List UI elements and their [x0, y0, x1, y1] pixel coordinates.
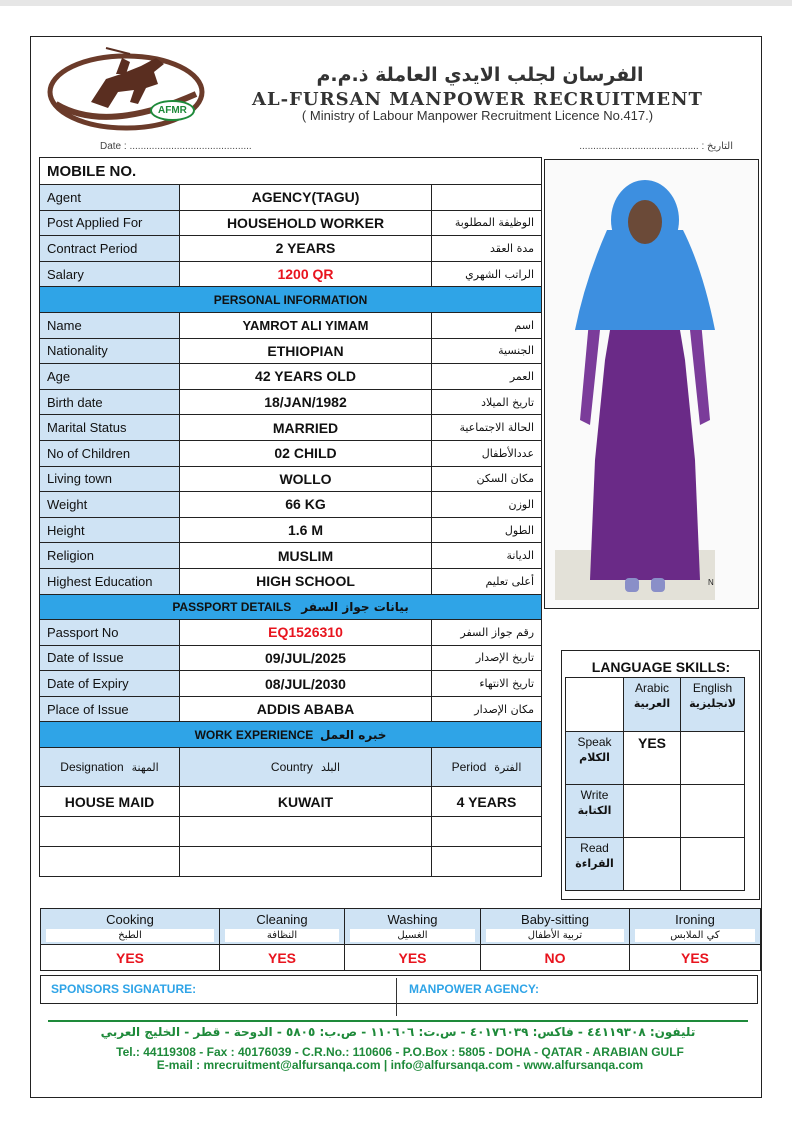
- licence-line: ( Ministry of Labour Manpower Recruitment Licence No.417.): [301, 108, 654, 123]
- afmr-badge: AFMR: [150, 100, 195, 121]
- company-title-arabic: الفرسان لجلب الايدي العاملة ذ.م.م: [316, 64, 644, 86]
- skill-label-arabic: الطبخ: [46, 929, 214, 942]
- skill-label: Cleaning: [256, 912, 308, 927]
- speak-arabic-value: YES: [624, 732, 681, 785]
- field-label-arabic: مكان الإصدار: [432, 696, 542, 722]
- table-row: [40, 440, 542, 466]
- field-label-arabic: [432, 185, 542, 211]
- field-label: Birth date: [40, 389, 180, 415]
- row-label: Read: [580, 841, 609, 855]
- table-row: [40, 312, 542, 338]
- table-row: [40, 492, 542, 518]
- skill-label: Baby-sitting: [521, 912, 589, 927]
- top-bar: [0, 0, 792, 6]
- field-label: Age: [40, 364, 180, 390]
- footer-contact-arabic: تليفون: ٤٤١١٩٣٠٨ - فاكس: ٤٠١٧٦٠٣٩ - س.ت: ١١٠٦٠٦ - ص.ب: ٥٨٠٥ - الدوحة - قطر - الخليج العربي: [100, 1025, 696, 1039]
- header-label: English: [692, 681, 733, 695]
- field-value: ADDIS ABABA: [180, 696, 432, 722]
- empty-cell: [40, 847, 180, 877]
- skill-value: YES: [220, 945, 345, 971]
- table-row: [40, 620, 542, 646]
- agency-signature-label: MANPOWER AGENCY:: [409, 982, 539, 996]
- field-label: Living town: [40, 466, 180, 492]
- field-value: 18/JAN/1982: [180, 389, 432, 415]
- field-value: 02 CHILD: [180, 440, 432, 466]
- passport-number-value: EQ1526310: [180, 620, 432, 646]
- header-label-arabic: المهنة: [131, 761, 159, 775]
- field-value: 66 KG: [180, 492, 432, 518]
- section-title-arabic: بيانات جواز السفر: [301, 599, 409, 614]
- field-label-arabic: الراتب الشهري: [432, 261, 542, 287]
- table-row: [40, 568, 542, 594]
- salary-value: 1200 QR: [180, 261, 432, 287]
- row-label: Write: [580, 788, 609, 802]
- sponsor-signature-label: SPONSORS SIGNATURE:: [51, 982, 197, 996]
- field-label: Highest Education: [40, 568, 180, 594]
- table-row: [40, 210, 542, 236]
- field-label-arabic: أعلى تعليم: [432, 568, 542, 594]
- field-label: Religion: [40, 543, 180, 569]
- field-label-arabic: الوزن: [432, 492, 542, 518]
- field-value: ETHIOPIAN: [180, 338, 432, 364]
- field-label-arabic: مكان السكن: [432, 466, 542, 492]
- table-row: [40, 645, 542, 671]
- speak-label: [566, 732, 624, 785]
- period-value: 4 YEARS: [432, 787, 542, 817]
- header-label-arabic: لانجليزية: [689, 697, 736, 710]
- field-label: Passport No: [40, 620, 180, 646]
- table-row: [40, 364, 542, 390]
- date-field: Date : ............................................: [100, 141, 252, 152]
- signature-divider: [396, 978, 397, 1016]
- field-label: Place of Issue: [40, 696, 180, 722]
- empty-cell: [40, 817, 180, 847]
- field-value: MARRIED: [180, 415, 432, 441]
- empty-cell: [180, 817, 432, 847]
- skill-value: YES: [630, 945, 761, 971]
- row-label-arabic: القراءة: [575, 857, 614, 870]
- header-label-arabic: البلد: [320, 761, 341, 775]
- field-label-arabic: العمر: [432, 364, 542, 390]
- skill-label-arabic: كي الملابس: [635, 929, 755, 942]
- horse-rider-logo-icon: [46, 44, 206, 134]
- field-label: Date of Expiry: [40, 671, 180, 697]
- read-arabic-value: [624, 838, 681, 891]
- table-row: [40, 185, 542, 211]
- table-row: [40, 543, 542, 569]
- header-label-arabic: الفترة: [494, 761, 522, 775]
- skill-washing: [345, 909, 481, 945]
- table-row: [40, 236, 542, 262]
- footer-email: E-mail : mrecruitment@alfursanqa.com | info@alfursanqa.com - www.alfursanqa.com: [156, 1058, 644, 1072]
- period-header: [432, 748, 542, 787]
- table-row: [40, 847, 542, 877]
- skill-value: YES: [345, 945, 481, 971]
- field-label: Marital Status: [40, 415, 180, 441]
- field-label: No of Children: [40, 440, 180, 466]
- language-table: [565, 677, 745, 891]
- skill-label-arabic: تربية الأطفال: [486, 929, 624, 942]
- field-value: HIGH SCHOOL: [180, 568, 432, 594]
- field-label-arabic: الديانة: [432, 543, 542, 569]
- field-label-arabic: تاريخ الانتهاء: [432, 671, 542, 697]
- date-field-arabic: التاريخ : ...........................................: [579, 141, 733, 152]
- skill-label-arabic: الغسيل: [350, 929, 475, 942]
- header-label: Arabic: [634, 681, 669, 695]
- field-label: Height: [40, 517, 180, 543]
- skill-label: Cooking: [106, 912, 154, 927]
- section-title-arabic: خبره العمل: [319, 727, 387, 742]
- country-header: [180, 748, 432, 787]
- field-value: 08/JUL/2030: [180, 671, 432, 697]
- field-value: HOUSEHOLD WORKER: [180, 210, 432, 236]
- field-label: Post Applied For: [40, 210, 180, 236]
- field-label-arabic: الطول: [432, 517, 542, 543]
- company-title: AL-FURSAN MANPOWER RECRUITMENT: [252, 89, 703, 110]
- field-label: Name: [40, 312, 180, 338]
- skill-label: Ironing: [675, 912, 715, 927]
- field-value: 1.6 M: [180, 517, 432, 543]
- field-label-arabic: مدة العقد: [432, 236, 542, 262]
- field-value: MUSLIM: [180, 543, 432, 569]
- section-passport: [40, 594, 542, 620]
- field-label: Contract Period: [40, 236, 180, 262]
- read-label: [566, 838, 624, 891]
- table-row: [40, 517, 542, 543]
- work-header-row: [40, 748, 542, 787]
- field-value: 42 YEARS OLD: [180, 364, 432, 390]
- table-row: [40, 261, 542, 287]
- row-label-arabic: الكلام: [579, 751, 610, 764]
- empty-cell: [432, 847, 542, 877]
- footer-contact: Tel.: 44119308 - Fax : 40176039 - C.R.No.: 110606 - P.O.Box : 5805 - DOHA - QATAR - ARABIAN GULF: [116, 1045, 684, 1059]
- country-value: KUWAIT: [180, 787, 432, 817]
- field-value: YAMROT ALI YIMAM: [180, 312, 432, 338]
- field-label-arabic: الوظيفة المطلوبة: [432, 210, 542, 236]
- field-label: Nationality: [40, 338, 180, 364]
- write-arabic-value: [624, 785, 681, 838]
- table-row: [40, 338, 542, 364]
- section-work: [40, 722, 542, 748]
- field-value: AGENCY(TAGU): [180, 185, 432, 211]
- field-label: Date of Issue: [40, 645, 180, 671]
- candidate-table: [39, 157, 542, 877]
- header-label: Period: [451, 760, 487, 775]
- table-row: [40, 817, 542, 847]
- arabic-header: [624, 678, 681, 732]
- table-row: [40, 787, 542, 817]
- section-title: PASSPORT DETAILS: [172, 599, 292, 614]
- read-english-value: [681, 838, 745, 891]
- field-value: 2 YEARS: [180, 236, 432, 262]
- language-skills-title: LANGUAGE SKILLS:: [591, 659, 731, 675]
- english-header: [681, 678, 745, 732]
- skill-baby-sitting: [481, 909, 630, 945]
- field-label-arabic: الحالة الاجتماعية: [432, 415, 542, 441]
- header-label: Country: [270, 760, 313, 775]
- candidate-photo: [544, 159, 759, 609]
- empty-cell: [566, 678, 624, 732]
- field-label-arabic: عددالأطفال: [432, 440, 542, 466]
- skill-cleaning: [220, 909, 345, 945]
- field-label-arabic: تاريخ الإصدار: [432, 645, 542, 671]
- table-row: [40, 415, 542, 441]
- table-row: [40, 671, 542, 697]
- skill-value: YES: [41, 945, 220, 971]
- row-label: Speak: [577, 735, 612, 749]
- header-label: Designation: [60, 760, 124, 775]
- row-label-arabic: الكتابة: [577, 804, 612, 817]
- skill-label-arabic: النظافة: [225, 929, 339, 942]
- footer-divider: [48, 1020, 748, 1022]
- table-row: [40, 466, 542, 492]
- skill-ironing: [630, 909, 761, 945]
- field-label-arabic: الجنسية: [432, 338, 542, 364]
- write-label: [566, 785, 624, 838]
- field-label: Weight: [40, 492, 180, 518]
- skill-label: Washing: [387, 912, 438, 927]
- skill-value: NO: [481, 945, 630, 971]
- header-label-arabic: العربية: [633, 697, 671, 710]
- table-row: [40, 389, 542, 415]
- empty-cell: [432, 817, 542, 847]
- table-row: [40, 696, 542, 722]
- field-value: WOLLO: [180, 466, 432, 492]
- field-label-arabic: رقم جواز السفر: [432, 620, 542, 646]
- section-personal: PERSONAL INFORMATION: [40, 287, 542, 313]
- skills-table: [40, 908, 761, 971]
- field-label-arabic: اسم: [432, 312, 542, 338]
- write-english-value: [681, 785, 745, 838]
- field-label-arabic: تاريخ الميلاد: [432, 389, 542, 415]
- photo-corner-mark: N: [708, 578, 714, 587]
- section-title: WORK EXPERIENCE: [194, 727, 314, 742]
- mobile-label: MOBILE NO.: [40, 158, 542, 185]
- person-photo-icon: [545, 160, 758, 608]
- designation-value: HOUSE MAID: [40, 787, 180, 817]
- empty-cell: [180, 847, 432, 877]
- field-value: 09/JUL/2025: [180, 645, 432, 671]
- field-label: Salary: [40, 261, 180, 287]
- designation-header: [40, 748, 180, 787]
- speak-english-value: [681, 732, 745, 785]
- skill-cooking: [41, 909, 220, 945]
- field-label: Agent: [40, 185, 180, 211]
